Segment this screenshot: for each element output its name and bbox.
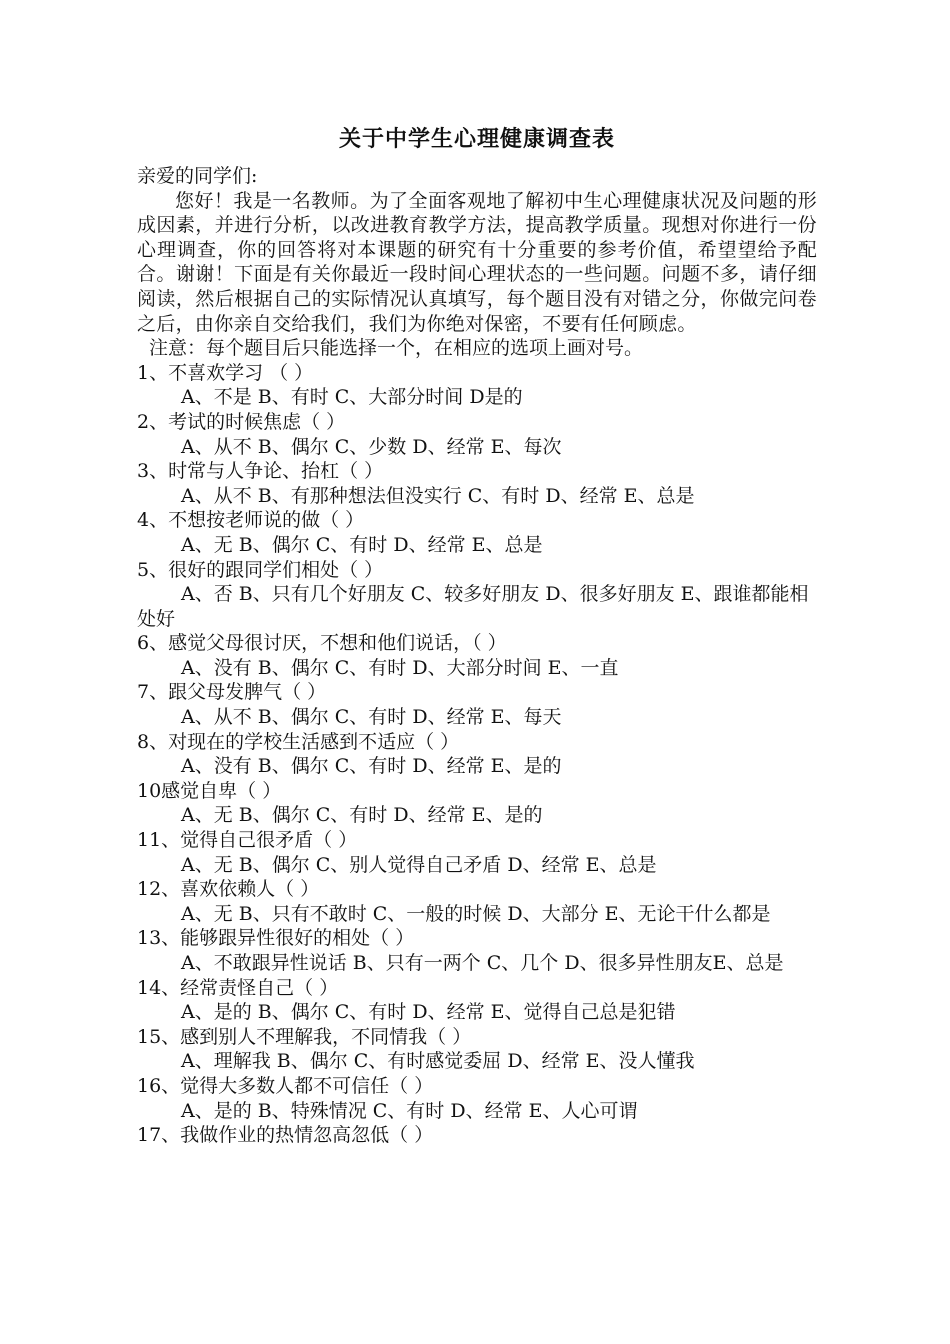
question-16-options: A、是的 B、特殊情况 C、有时 D、经常 E、人心可谓 <box>181 1099 638 1122</box>
question-4: 4、不想按老师说的做（ ） <box>137 509 365 532</box>
question-16: 16、觉得大多数人都不可信任（ ） <box>137 1074 434 1097</box>
question-12-options: A、无 B、只有不敢时 C、一般的时候 D、大部分 E、无论干什么都是 <box>181 902 771 925</box>
page-title: 关于中学生心理健康调查表 <box>338 127 615 152</box>
question-5-options: A、否 B、只有几个好朋友 C、较多好朋友 D、很多好朋友 E、跟谁都能相处好 <box>137 583 809 630</box>
question-1-options: A、不是 B、有时 C、大部分时间 D是的 <box>181 386 523 409</box>
question-13-options: A、不敢跟异性说话 B、只有一两个 C、几个 D、很多异性朋友E、总是 <box>181 952 784 974</box>
question-12: 12、喜欢依赖人（ ） <box>137 878 320 901</box>
instruction-note: 注意：每个题目后只能选择一个，在相应的选项上画对号。 <box>149 337 644 360</box>
question-2-options: A、从不 B、偶尔 C、少数 D、经常 E、每次 <box>181 435 562 458</box>
question-4-options: A、无 B、偶尔 C、有时 D、经常 E、总是 <box>181 533 543 556</box>
question-14: 14、经常责怪自己（ ） <box>137 976 339 999</box>
question-5: 5、很好的跟同学们相处（ ） <box>137 558 384 581</box>
question-list <box>137 361 817 1148</box>
intro-paragraph: 您好！我是一名教师。为了全面客观地了解初中生心理健康状况及问题的形成因素，并进行分析，以改进教育教学方法，提高教学质量。现想对你进行一份心理调查，你的回答将对本课题的研究有十分重要的参考价值，希望望给予配合。谢谢！下面是有关你最近一段时间心理状态的一些问题。问题不多，请仔细阅读，然后根据自己的实际情况认真填写，每个题目没有对错之分，你做完问卷之后，由你亲自交给我们，我们为你绝对保密，不要有任何顾虑。 <box>137 189 817 335</box>
question-3: 3、时常与人争论、抬杠（ ） <box>137 460 384 483</box>
question-2: 2、考试的时候焦虑（ ） <box>137 410 346 433</box>
greeting: 亲爱的同学们: <box>137 165 258 187</box>
question-7: 7、跟父母发脾气（ ） <box>137 681 327 704</box>
question-1: 1、不喜欢学习 （ ） <box>137 361 314 384</box>
question-7-options: A、从不 B、偶尔 C、有时 D、经常 E、每天 <box>181 706 562 729</box>
question-8-options: A、没有 B、偶尔 C、有时 D、经常 E、是的 <box>181 755 562 778</box>
question-15: 15、感到别人不理解我，不同情我（ ） <box>137 1025 472 1048</box>
question-3-options: A、从不 B、有那种想法但没实行 C、有时 D、经常 E、总是 <box>181 484 695 507</box>
question-17: 17、我做作业的热情忽高忽低（ ） <box>137 1124 434 1147</box>
question-11: 11、觉得自己很矛盾（ ） <box>137 829 358 852</box>
document-page <box>137 126 817 1148</box>
question-8: 8、对现在的学校生活感到不适应（ ） <box>137 730 460 753</box>
question-6-options: A、没有 B、偶尔 C、有时 D、大部分时间 E、一直 <box>181 656 619 679</box>
question-13: 13、能够跟异性很好的相处（ ） <box>137 927 415 950</box>
question-11-options: A、无 B、偶尔 C、别人觉得自己矛盾 D、经常 E、总是 <box>181 853 657 876</box>
question-10-options: A、无 B、偶尔 C、有时 D、经常 E、是的 <box>181 804 543 827</box>
question-14-options: A、是的 B、偶尔 C、有时 D、经常 E、觉得自己总是犯错 <box>181 1001 676 1024</box>
question-15-options: A、理解我 B、偶尔 C、有时感觉委屈 D、经常 E、没人懂我 <box>181 1050 695 1073</box>
question-10: 10感觉自卑（ ） <box>137 779 282 802</box>
question-6: 6、感觉父母很讨厌，不想和他们说话，（ ） <box>137 632 507 655</box>
